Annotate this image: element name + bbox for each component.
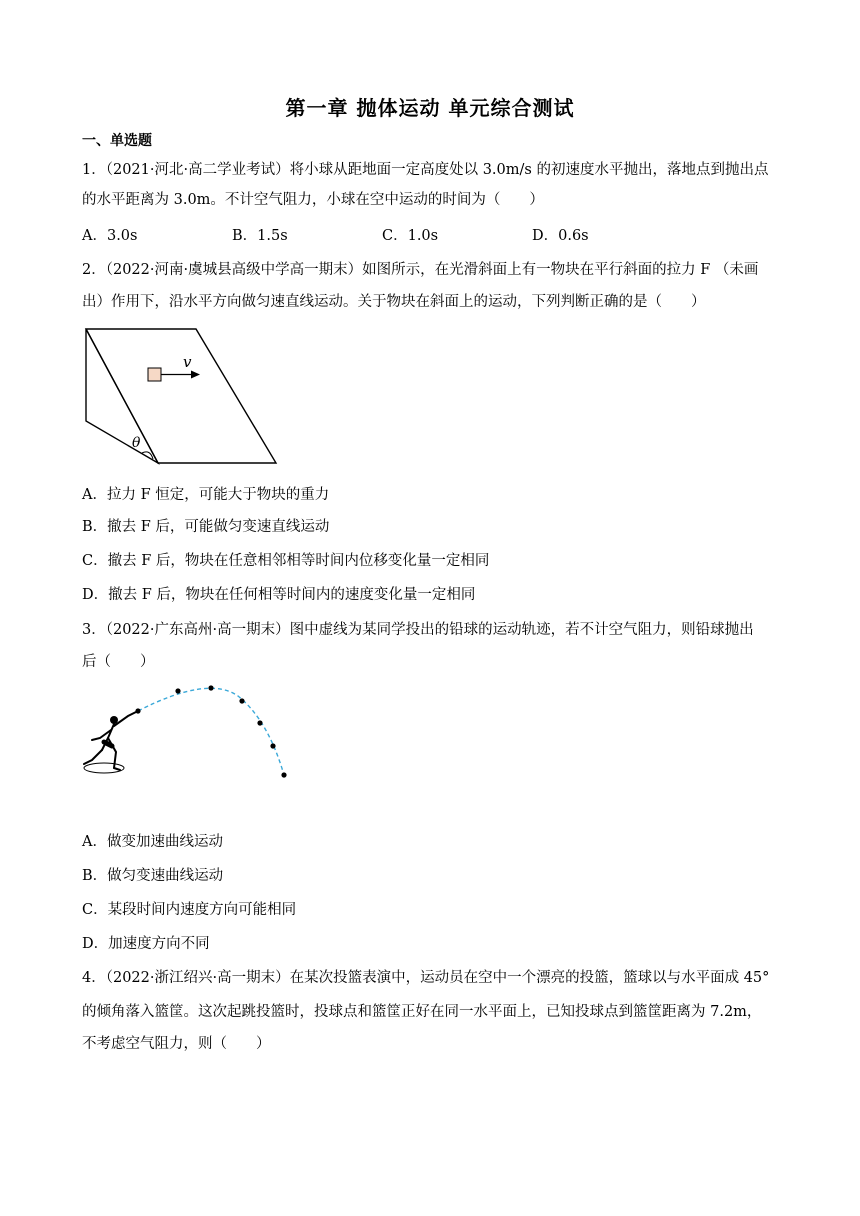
q1-option-c: C．1.0s [382, 228, 439, 244]
q2-option-a: A．拉力 F 恒定，可能大于物块的重力 [82, 487, 330, 503]
page-title: 第一章 抛体运动 单元综合测试 [285, 96, 575, 120]
q3-option-c: C．某段时间内速度方向可能相同 [82, 902, 297, 918]
q4-stem-line2: 的倾角落入篮筐。这次起跳投篮时，投球点和篮筐正好在同一水平面上，已知投球点到篮筐距离为 7.2m， [82, 1004, 762, 1020]
q1-option-a: A．3.0s [82, 228, 138, 244]
incline-side-face [86, 329, 158, 463]
q2-option-b: B．撤去 F 后，可能做匀变速直线运动 [82, 519, 330, 535]
q3-stem-line1: 3．（2022·广东高州·高一期末）图中虚线为某同学投出的铅球的运动轨迹，若不计空气阻力，则铅球抛出 [82, 622, 754, 638]
throwing-circle [84, 763, 124, 773]
q4-stem-line1: 4．（2022·浙江绍兴·高一期末）在某次投篮表演中，运动员在空中一个漂亮的投篮，篮球以与水平面成 45° [82, 970, 770, 986]
q3-option-d: D．加速度方向不同 [82, 936, 210, 952]
athlete-illustration [84, 711, 138, 770]
q1-stem-line2: 的水平距离为 3.0m。不计空气阻力，小球在空中运动的时间为（ ） [82, 192, 544, 208]
q1-option-b: B．1.5s [232, 228, 288, 244]
q4-stem-line3: 不考虑空气阻力，则（ ） [82, 1036, 271, 1052]
q1-option-d: D．0.6s [532, 228, 589, 244]
q2-option-d: D．撤去 F 后，物块在任何相等时间内的速度变化量一定相同 [82, 587, 476, 603]
trajectory-curve [138, 688, 284, 775]
q3-option-a: A．做变加速曲线运动 [82, 834, 223, 850]
section-heading: 一、单选题 [82, 133, 152, 149]
q3-stem-line2: 后（ ） [82, 654, 155, 670]
q1-stem-line1: 1．（2021·河北·高二学业考试）将小球从距地面一定高度处以 3.0m/s 的初速度水平抛出，落地点到抛出点 [82, 162, 769, 178]
q2-stem-line1: 2．（2022·河南·虞城县高级中学高一期末）如图所示，在光滑斜面上有一物块在平行斜面的拉力 F （未画 [82, 262, 759, 278]
trajectory-points [135, 685, 286, 777]
angle-label: θ [132, 435, 141, 451]
q2-option-c: C．撤去 F 后，物块在任意相邻相等时间内位移变化量一定相同 [82, 553, 490, 569]
shot-put-figure [78, 680, 298, 790]
velocity-arrowhead [191, 371, 200, 379]
incline-figure [80, 325, 280, 467]
q3-option-b: B．做匀变速曲线运动 [82, 868, 224, 884]
q1-options [82, 226, 589, 246]
incline-front-face [86, 329, 276, 463]
velocity-label: v [183, 353, 192, 371]
q2-stem-line2: 出）作用下，沿水平方向做匀速直线运动。关于物块在斜面上的运动，下列判断正确的是（ ） [82, 294, 706, 310]
block [148, 368, 161, 381]
